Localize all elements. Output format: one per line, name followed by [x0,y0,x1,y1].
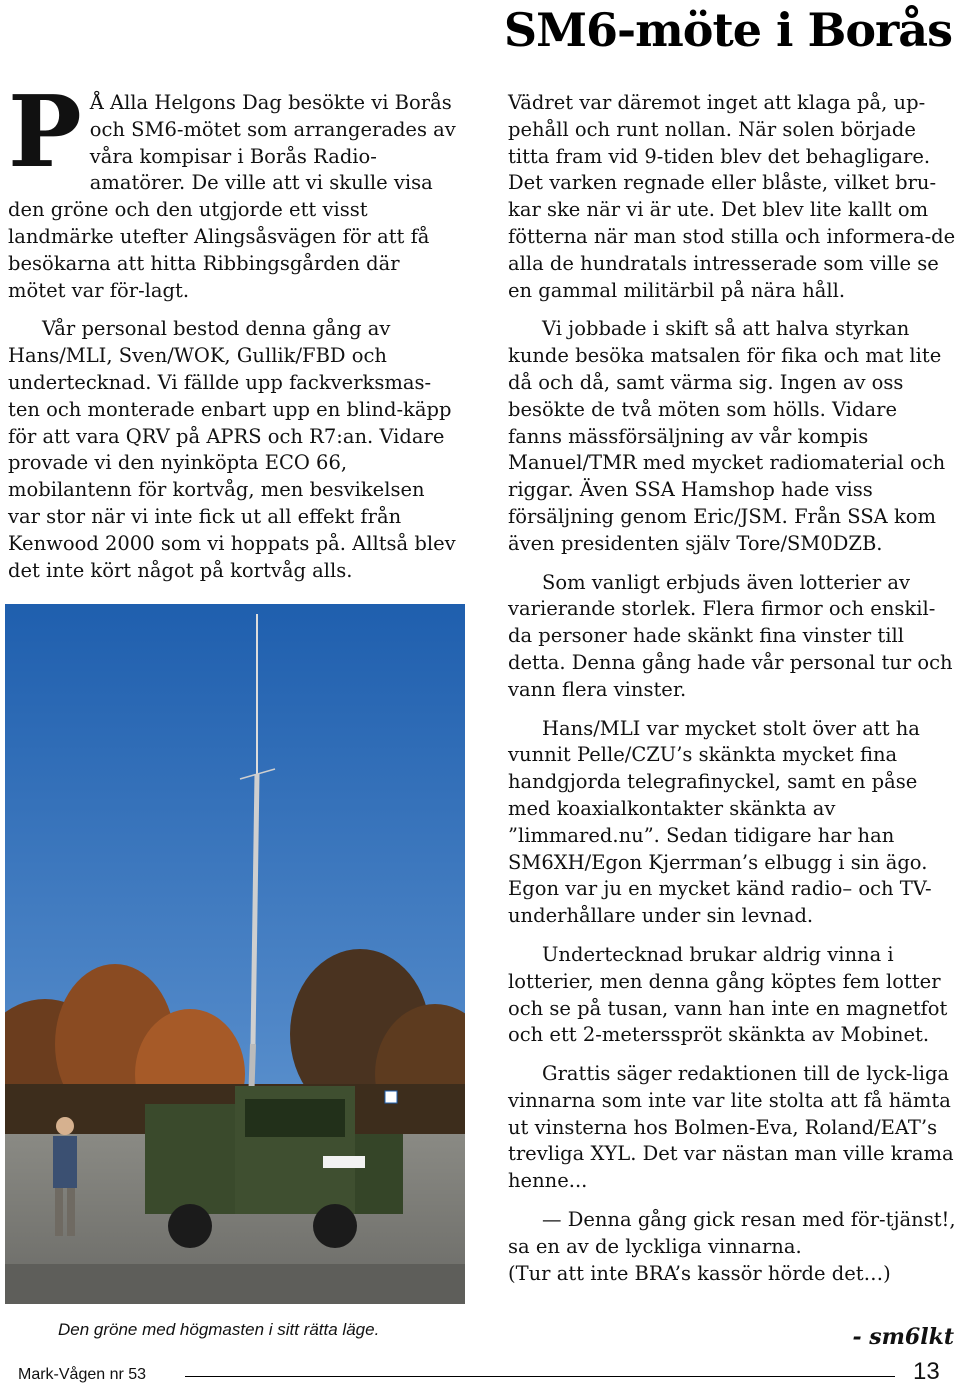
weather-paragraph: Vädret var däremot inget att klaga på, up-pehåll och runt nollan. När solen började titta fram vid 9-tiden blev det behagligare. Det varken regnade eller blåste, vilket bru-kar ske när vi är ute. Det blev lite kallt om fötterna när man stod stilla och informera-de alla de hundratals intresserade som ville se en gammal militärbil på nära håll. [508,91,956,302]
crew-paragraph: Vår personal bestod denna gång av Hans/MLI, Sven/WOK, Gullik/FBD och undertecknad. Vi fällde upp fackverksmas-ten och monterade enbart upp en blind-käpp för att vara QRV på APRS och R7:an. Vidare provade vi den nyinköpta ECO 66, mobilantenn för kortvåg, men besvikelsen var stor när vi inte fick ut all effekt från Kenwood 2000 som vi hoppats på. Alltså blev det inte kört något på kortvåg alls. [8,317,456,582]
right-column [508,90,956,1287]
photo-illustration [5,604,465,1304]
author-signature: - sm6lkt [852,1324,954,1350]
quote-paragraph: — Denna gång gick resan med för-tjänst!, sa en av de lyckliga vinnarna. [508,1208,956,1258]
congrats-paragraph: Grattis säger redaktionen till de lyck-liga vinnarna som inte var lite stolta att få hämta ut vinsterna hos Bolmen-Eva, Roland/EAT’s trevliga XYL. Det var nästan man ville krama henne... [508,1062,954,1193]
undersigned-paragraph: Undertecknad brukar aldrig vinna i lotterier, men denna gång köptes fem lotter och se på tusan, vann han inte en magnetfot och ett 2-metersspröt skänkta av Mobinet. [508,942,948,1047]
drop-cap: P [8,75,82,190]
page-number: 13 [913,1358,940,1385]
lottery-paragraph: Som vanligt erbjuds även lotterier av varierande storlek. Flera firmor och enskil-da personer hade skänkt fina vinster till detta. Denna gång hade vår personal tur och vann flera vinster. [508,570,953,701]
intro-paragraph [8,75,458,304]
prize-paragraph: Hans/MLI var mycket stolt över att ha vunnit Pelle/CZU’s skänkta mycket fina handgjorda telegrafinyckel, samt en påse med koaxialkontakter skänkta av ”limmared.nu”. Sedan tidigare har han SM6XH/Egon Kjerrman’s elbugg i sin ägo. Egon var ju en mycket känd radio– och TV-underhållare under sin levnad. [508,716,932,928]
footer-rule [185,1376,895,1377]
magazine-name: Mark-Vågen nr 53 [18,1366,147,1383]
aside-paragraph: (Tur att inte BRA’s kassör hörde det…) [508,1261,891,1285]
photo-caption: Den gröne med högmasten i sitt rätta läge. [58,1320,380,1339]
truck-mast-photo [5,604,465,1304]
page-title: SM6-möte i Borås [503,3,952,57]
left-column [8,75,458,584]
shifts-paragraph: Vi jobbade i skift så att halva styrkan kunde besöka matsalen för fika och mat lite då och då, samt värma sig. Ingen av oss besökte de två möten som hölls. Vidare fanns mässförsäljning av vår kompis Manuel/TMR med mycket radiomaterial och riggar. Även SSA Hamshop hade viss försäljning genom Eric/JSM. Från SSA kom även presidenten själv Tore/SM0DZB. [508,317,946,555]
intro-text: Å Alla Helgons Dag besökte vi Borås och SM6-mötet som arrangerades av våra kompisar i Borås Radio-amatörer. De ville att vi skulle visa den gröne och den utgjorde ett visst landmärke utefter Alingsåsvägen för att få besökarna att hitta Ribbingsgården där mötet var för-lagt. [8,91,456,302]
